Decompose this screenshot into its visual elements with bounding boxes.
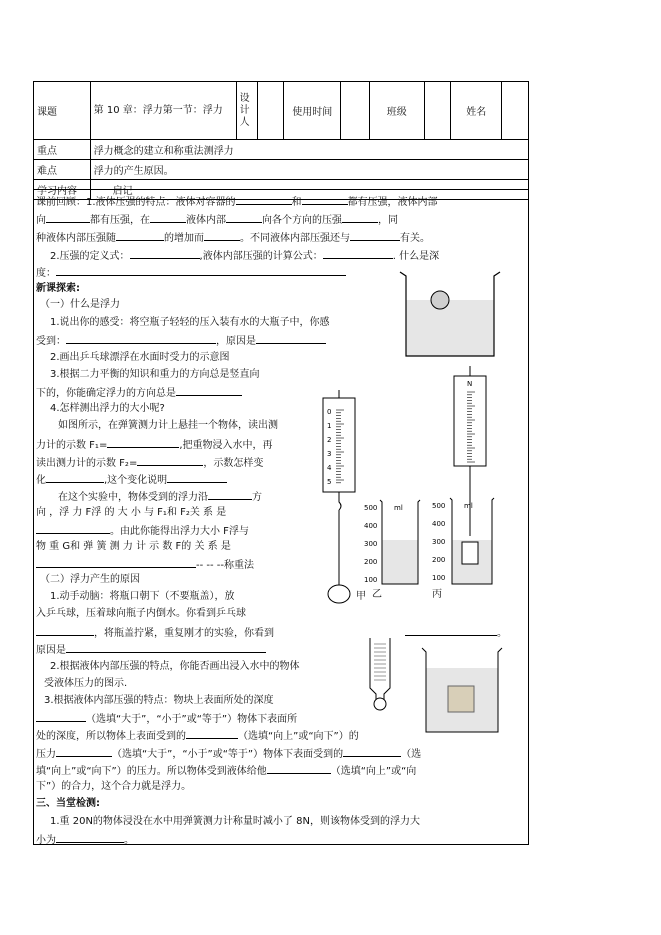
review-line-2: 向 都有压强，在 液体内部 向各个方向的压强 ，同 [36, 212, 398, 227]
spring-scale-jia [318, 390, 360, 612]
part-2: 2.根据液体内部压强的特点，你能否画出浸入水中的物体 [50, 661, 300, 672]
content-label: 学习内容 [34, 180, 91, 200]
explore-title: 新课探索: [36, 283, 80, 294]
water-fill [382, 540, 418, 584]
designer-value [257, 82, 284, 140]
ping-pong-ball [374, 698, 386, 710]
hook [339, 492, 341, 510]
scale-label-3: 3 [327, 450, 332, 458]
question-4a: 如图所示，在弹簧测力计上悬挂一个物体，读出测 [58, 420, 278, 431]
class-label: 班级 [369, 82, 424, 140]
beaker-yi [364, 496, 426, 588]
scale-label-2: 2 [327, 436, 332, 444]
scale-beaker-bing [430, 366, 500, 588]
part-3b: （选填“大于”，“小于”或“等于”）物体下表面所 [36, 711, 297, 726]
scale-label-1: 1 [327, 422, 332, 430]
question-1b: 受到： ，原因是 [36, 333, 326, 348]
tick-200: 200 [432, 556, 446, 564]
tick-300: 300 [364, 540, 378, 548]
header-table [33, 81, 529, 200]
scale-label-5: 5 [327, 478, 332, 486]
check-question-1: 1.重 20N的物体浸没在水中用弹簧测力计称量时减小了 8N，则该物体受到的浮力大 [50, 816, 420, 827]
review-line-1: 课前回顾：1.液体压强的特点：液体对容器的 和 都有压强，液体内部 [36, 194, 438, 209]
bottle-outline [370, 638, 390, 700]
part-3c: 处的深度，所以物体上表面受到的 （选填“向上”或“向下”）的 [36, 728, 359, 743]
question-3b: 下的，你能确定浮力的方向总是 [36, 385, 242, 400]
part-3e: 压力 （选填“大于”，“小于”或“等于”）物体下表面受到的 （选 [36, 746, 421, 761]
water-fill [406, 300, 494, 356]
label-jia: 甲 [356, 591, 366, 602]
submerged-block [448, 686, 474, 712]
class-value [424, 82, 451, 140]
name-value [502, 82, 529, 140]
scale-unit-n: N [467, 380, 473, 388]
tick-400: 400 [364, 522, 378, 530]
part-1b: 入乒乓球，压着球向瓶子内倒水。你看到乒乓球 [36, 608, 246, 619]
section-2-title: （二）浮力产生的原因 [40, 574, 140, 585]
question-1: 1.说出你的感受：将空瓶子轻轻的压入装有水的大瓶子中，你感 [50, 317, 330, 328]
name-label: 姓名 [451, 82, 502, 140]
label-yi: 乙 [372, 589, 382, 600]
difficulty-label: 难点 [34, 160, 91, 180]
tick-500: 500 [364, 504, 378, 512]
course-label: 课题 [34, 82, 91, 140]
weight-object [328, 585, 350, 603]
tick-200: 200 [364, 558, 378, 566]
question-4b: 力计的示数 F₁= ,把重物浸入水中，再 [36, 437, 273, 452]
question-5c: 向 ，浮 力 F浮 的 大 小 与 F₁和 F₂关 系 是 [36, 507, 227, 518]
check-question-1b: 小为 。 [36, 832, 134, 847]
review-line-5: 度： [36, 265, 346, 280]
review-line-3: 种液体内部压强随 的增加而 。不同液体内部压强还与 有关。 [36, 230, 430, 245]
question-5: 在这个实验中，物体受到的浮力沿 方 [58, 489, 262, 504]
time-value [341, 82, 370, 140]
question-5f: -- -- --称重法 [36, 557, 254, 572]
label-bing: 丙 [432, 589, 442, 600]
tick-100: 100 [364, 576, 378, 584]
tick-500: 500 [432, 502, 446, 510]
unit-ml: ml [464, 502, 473, 510]
part-3: 3.根据液体内部压强的特点：物块上表面所处的深度 [44, 695, 274, 706]
submerged-object [462, 542, 478, 564]
part-3j: 下”）的合力，这个合力就是浮力。 [36, 781, 192, 792]
tick-300: 300 [432, 538, 446, 546]
tick-400: 400 [432, 520, 446, 528]
key-label: 重点 [34, 140, 91, 160]
time-label: 使用时间 [284, 82, 341, 140]
beaker-ball-figure [398, 268, 504, 360]
difficulty-text: 浮力的产生原因。 [90, 160, 528, 180]
notes-label: 启记 [90, 180, 528, 200]
designer-label: 设计人 [236, 82, 257, 140]
review-line-4: 2.压强的定义式： ,液体内部压强的计算公式： . 什么是深 [50, 248, 439, 263]
question-4d: 读出测力计的示数 F₂= ，示数怎样变 [36, 455, 263, 470]
part-1: 1.动手动脑：将瓶口朝下（不要瓶盖），放 [50, 591, 235, 602]
section-1-title: （一）什么是浮力 [40, 299, 120, 310]
question-4: 4.怎样测出浮力的大小呢? [50, 403, 165, 414]
chapter-title: 第 10 章：浮力第一节：浮力 [90, 82, 236, 140]
scale-body [454, 376, 486, 466]
question-2: 2.画出乒乓球漂浮在水面时受力的示意图 [50, 352, 230, 363]
part-1c-blank: 。 [405, 625, 507, 640]
scale-label-0: 0 [327, 408, 332, 416]
question-4f: 化 ,这个变化说明 [36, 472, 227, 487]
question-3: 3.根据二力平衡的知识和重力的方向总是竖直向 [50, 369, 260, 380]
inverted-bottle-figure [366, 636, 394, 716]
part-1d: 原因是 [36, 642, 266, 657]
part-1c: ，将瓶盖拧紧，重复刚才的实验，你看到 [36, 625, 274, 640]
question-5e: 物 重 G和 弹 簧 测 力 计 示 数 F的 关 系 是 [36, 541, 231, 552]
part-3h: 填“向上”或“向下”）的压力。所以物体受到液体给他 （选填“向上”或“向 [36, 763, 416, 778]
bottle-water-lines [374, 644, 386, 680]
scale-label-4: 4 [327, 464, 332, 472]
check-title: 三、当堂检测: [36, 798, 100, 809]
unit-ml: ml [394, 504, 403, 512]
part-2b: 受液体压力的图示. [44, 678, 128, 689]
question-5d: 。由此你能得出浮力大小 F浮与 [36, 523, 249, 538]
beaker-block-figure [420, 644, 504, 736]
key-text: 浮力概念的建立和称重法测浮力 [90, 140, 528, 160]
tick-100: 100 [432, 574, 446, 582]
ping-pong-ball [431, 291, 449, 309]
